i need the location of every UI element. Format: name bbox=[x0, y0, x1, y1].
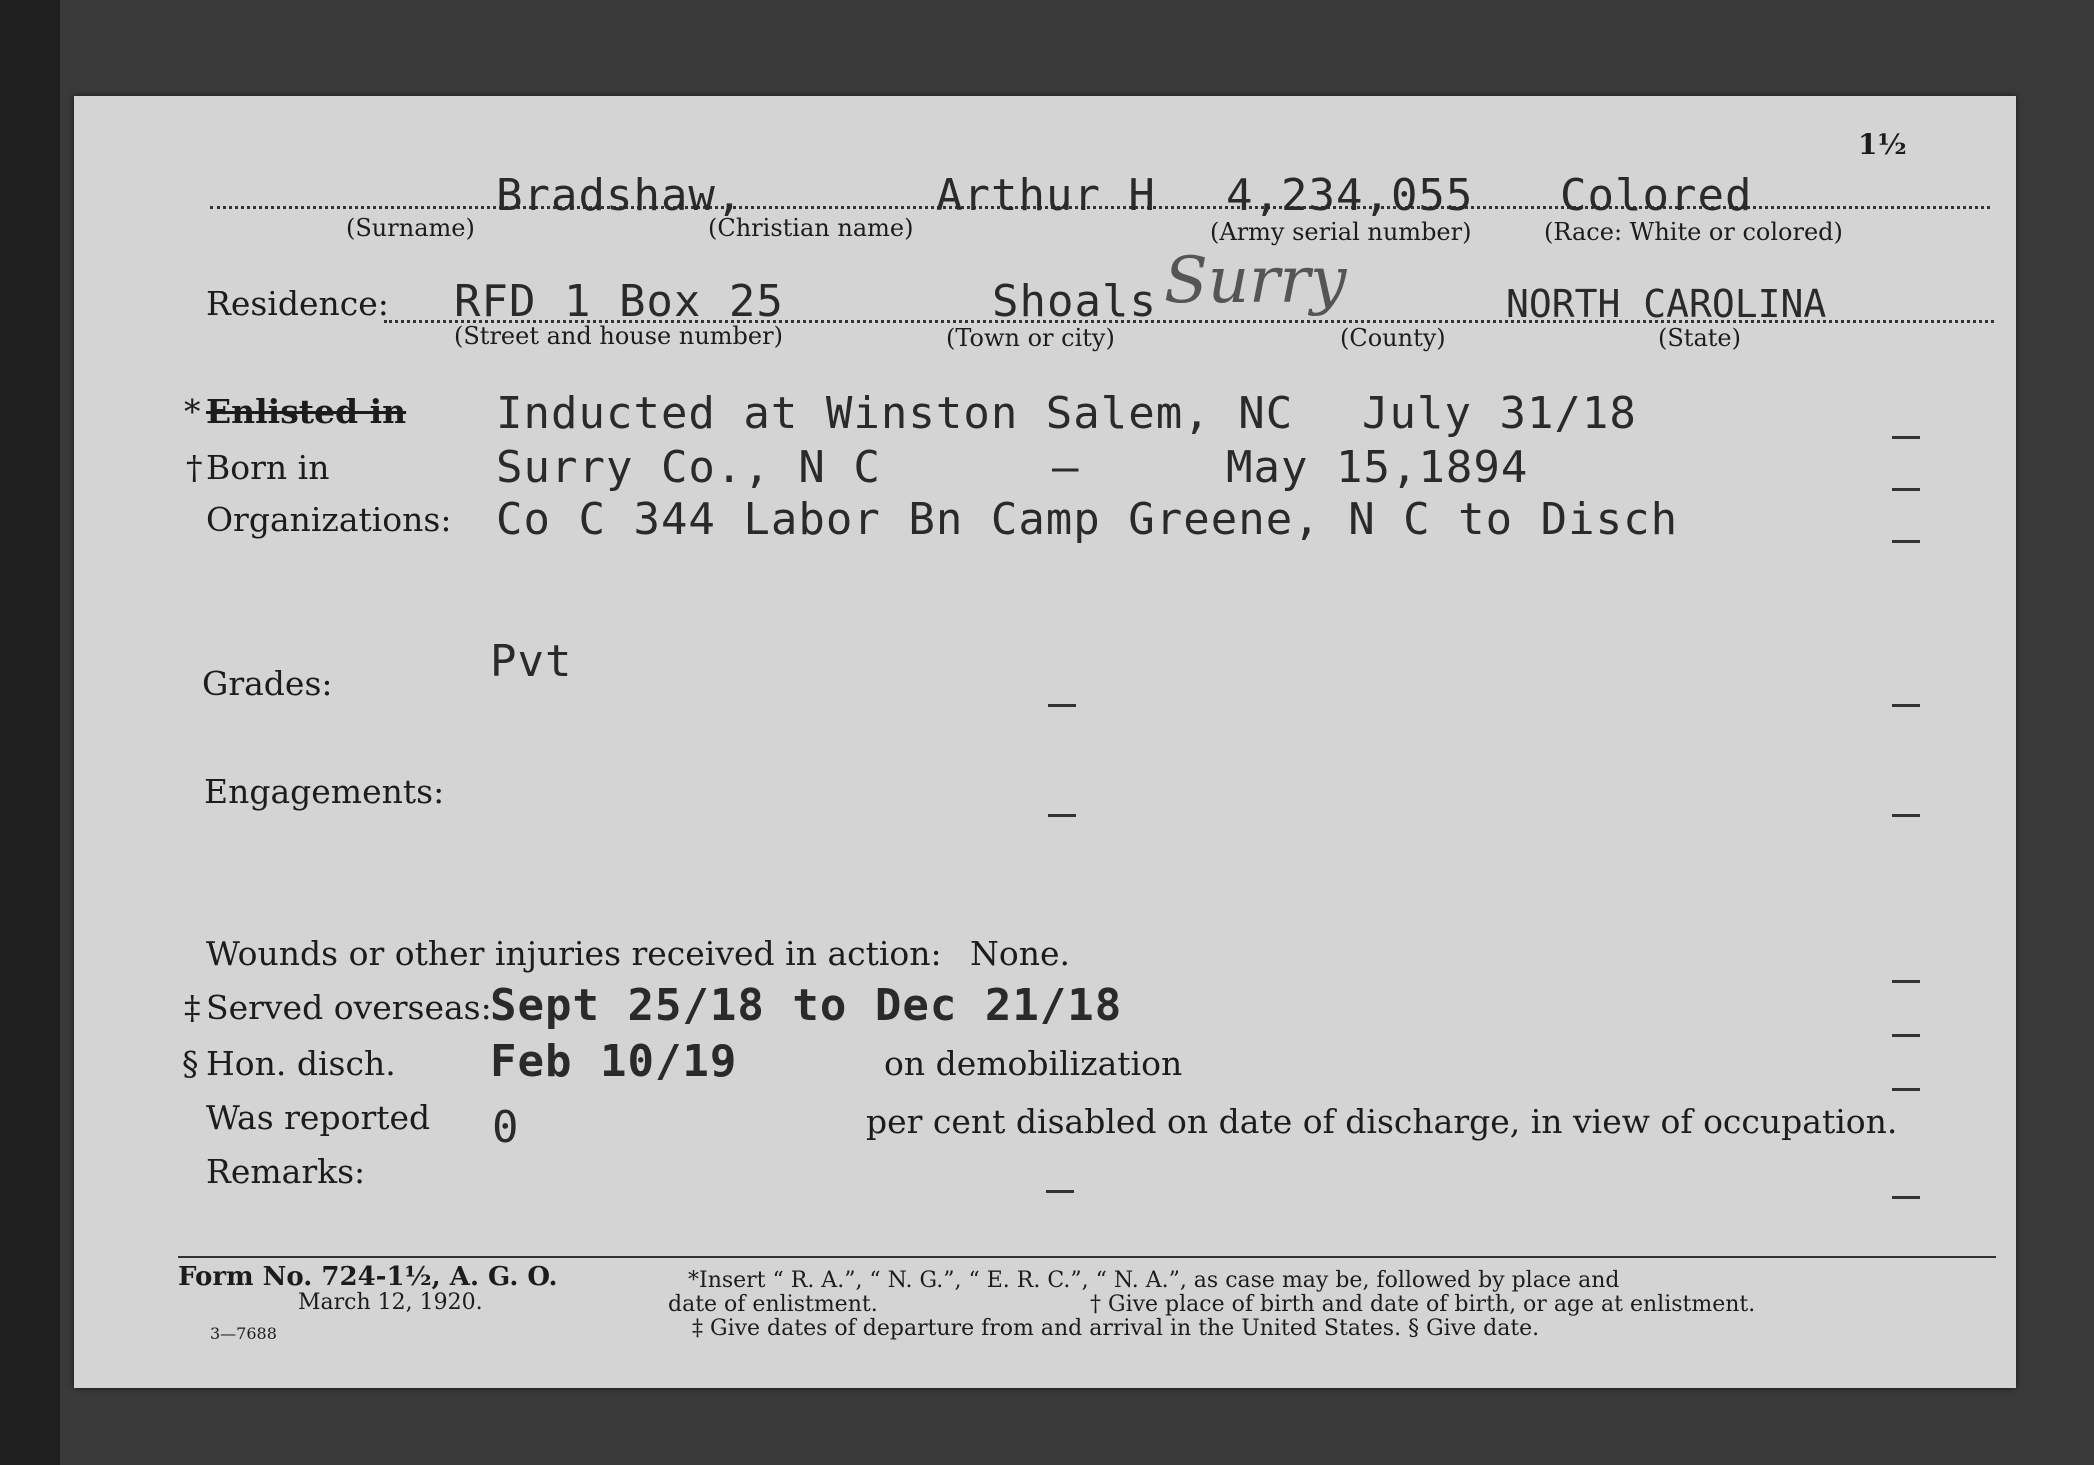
race-caption: (Race: White or colored) bbox=[1544, 218, 1843, 246]
serial-number-caption: (Army serial number) bbox=[1210, 218, 1472, 246]
remarks-mid-dash bbox=[1046, 1190, 1074, 1193]
enlisted-mark: * bbox=[184, 392, 201, 431]
street-value: RFD 1 Box 25 bbox=[454, 276, 784, 327]
serial-number-value: 4,234,055 bbox=[1226, 170, 1474, 221]
reported-value: 0 bbox=[492, 1102, 520, 1153]
wounds-value: None. bbox=[970, 934, 1071, 973]
county-handwritten-value: Surry bbox=[1164, 244, 1347, 318]
overseas-value: Sept 25/18 to Dec 21/18 bbox=[490, 980, 1123, 1031]
grades-mid-dash bbox=[1048, 704, 1076, 707]
discharge-dash-2 bbox=[1892, 1088, 1920, 1091]
organizations-value: Co C 344 Labor Bn Camp Greene, N C to Disch bbox=[496, 494, 1679, 545]
print-code: 3—7688 bbox=[210, 1324, 277, 1343]
christian-name-value: Arthur H bbox=[936, 170, 1156, 221]
born-label: Born in bbox=[206, 448, 330, 487]
organizations-label: Organizations: bbox=[206, 500, 452, 539]
state-caption: (State) bbox=[1658, 324, 1741, 352]
enlisted-date-value: July 31/18 bbox=[1362, 388, 1637, 439]
footnote-enlistment-cont: date of enlistment. bbox=[668, 1292, 878, 1317]
remarks-dash bbox=[1892, 1196, 1920, 1199]
town-caption: (Town or city) bbox=[946, 324, 1115, 352]
discharge-dash bbox=[1892, 1034, 1920, 1037]
christian-name-caption: (Christian name) bbox=[708, 214, 914, 242]
born-dash: – bbox=[1052, 442, 1080, 493]
wounds-label: Wounds or other injuries received in action: bbox=[206, 934, 942, 973]
born-mark: † bbox=[186, 448, 203, 487]
overseas-dash bbox=[1892, 980, 1920, 983]
reported-text: per cent disabled on date of discharge, in view of occupation. bbox=[866, 1102, 1898, 1141]
form-number: Form No. 724-1½, A. G. O. bbox=[178, 1262, 558, 1292]
scan-border bbox=[0, 0, 60, 1465]
organizations-dash bbox=[1892, 540, 1920, 543]
corner-number: 1½ bbox=[1858, 128, 1907, 161]
discharge-date-value: Feb 10/19 bbox=[490, 1036, 738, 1087]
residence-label: Residence: bbox=[206, 284, 389, 323]
town-value: Shoals bbox=[992, 276, 1157, 327]
form-date: March 12, 1920. bbox=[298, 1290, 483, 1315]
grades-dash bbox=[1892, 704, 1920, 707]
born-line-dash bbox=[1892, 488, 1920, 491]
footnote-enlistment: *Insert “ R. A.”, “ N. G.”, “ E. R. C.”, “ N. A.”, as case may be, followed by place and bbox=[688, 1268, 1620, 1293]
footer-separator bbox=[178, 1256, 1996, 1258]
county-caption: (County) bbox=[1340, 324, 1446, 352]
discharge-mark: § bbox=[182, 1044, 199, 1083]
engagements-mid-dash bbox=[1048, 814, 1076, 817]
surname-value: Bradshaw, bbox=[496, 170, 744, 221]
enlisted-dash bbox=[1892, 436, 1920, 439]
enlisted-place-value: Inducted at Winston Salem, NC bbox=[496, 388, 1294, 439]
service-record-card bbox=[74, 96, 2016, 1388]
engagements-dash bbox=[1892, 814, 1920, 817]
enlisted-label: Enlisted in bbox=[206, 392, 407, 431]
discharge-label: Hon. disch. bbox=[206, 1044, 396, 1083]
overseas-label: Served overseas: bbox=[206, 988, 492, 1027]
surname-caption: (Surname) bbox=[346, 214, 475, 242]
overseas-mark: ‡ bbox=[184, 988, 201, 1027]
born-date-value: May 15,1894 bbox=[1226, 442, 1529, 493]
footnote-overseas: ‡ Give dates of departure from and arrival in the United States. § Give date. bbox=[692, 1316, 1540, 1341]
footnote-birth: † Give place of birth and date of birth, or age at enlistment. bbox=[1090, 1292, 1756, 1317]
street-caption: (Street and house number) bbox=[454, 322, 783, 350]
discharge-note: on demobilization bbox=[884, 1044, 1183, 1083]
state-value: NORTH CAROLINA bbox=[1506, 282, 1827, 326]
grades-label: Grades: bbox=[202, 664, 333, 703]
grades-value: Pvt bbox=[490, 636, 573, 687]
engagements-label: Engagements: bbox=[204, 772, 445, 811]
remarks-label: Remarks: bbox=[206, 1152, 366, 1191]
reported-label: Was reported bbox=[206, 1098, 431, 1137]
race-value: Colored bbox=[1560, 170, 1753, 221]
born-place-value: Surry Co., N C bbox=[496, 442, 881, 493]
